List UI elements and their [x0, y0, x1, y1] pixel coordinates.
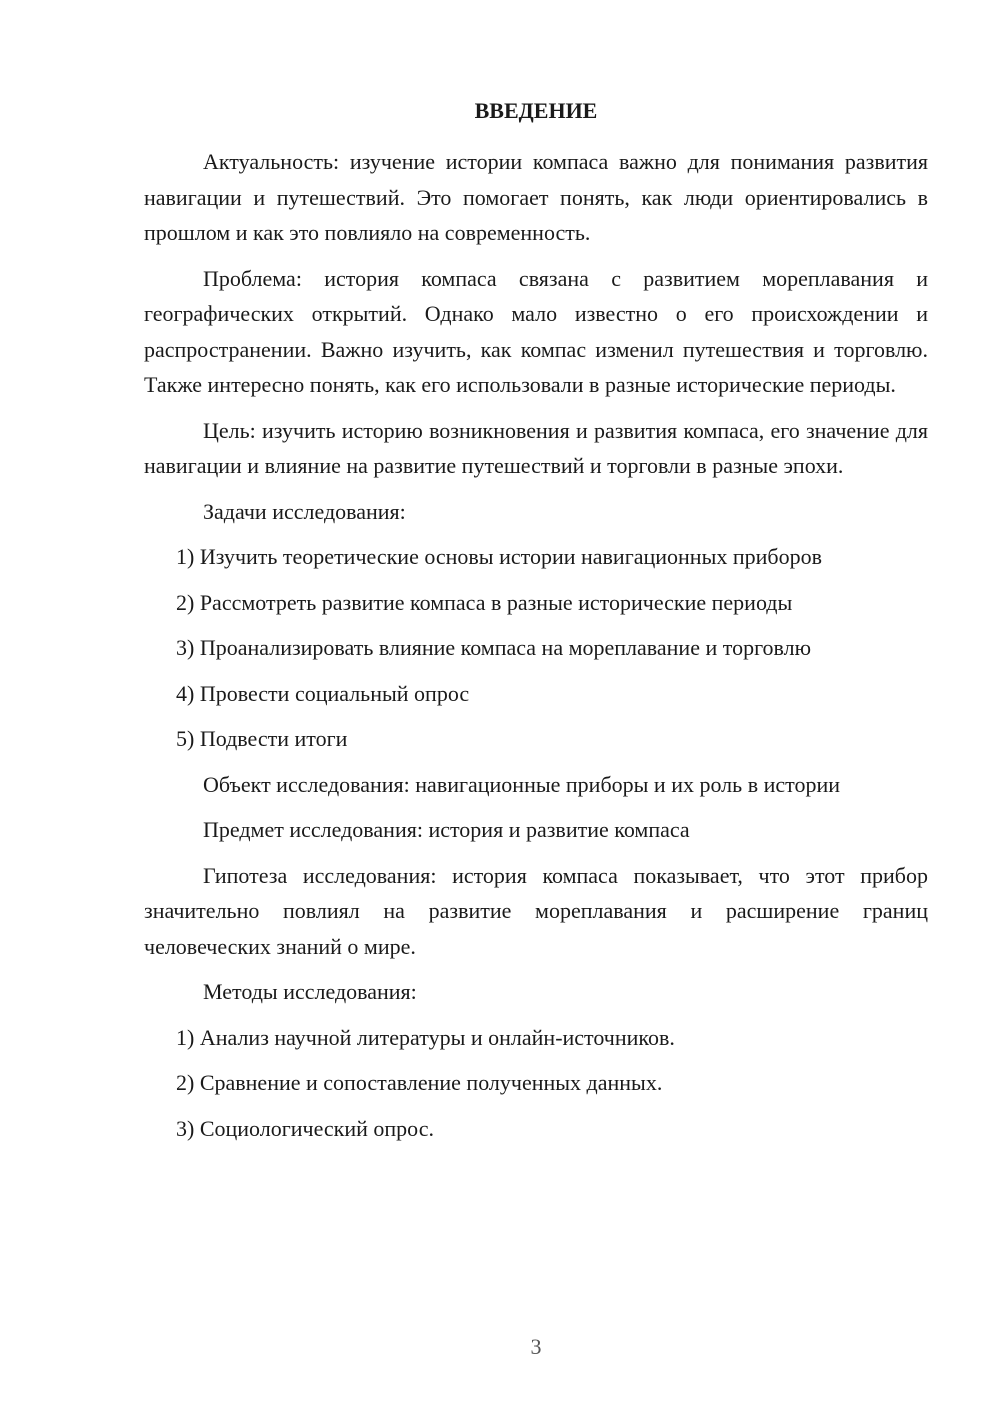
subject-paragraph: Предмет исследования: история и развитие компаса: [203, 817, 690, 842]
problem-paragraph: Проблема: история компаса связана с развитием мореплавания и географических открытий. Однако мало известно о его происхождении и распространении. Важно изучить, как компас изменил путешествия и торговлю. Также интересно понять, как его использовали в разные исторические периоды.: [144, 265, 928, 397]
list-item: 5) Подвести итоги: [176, 726, 348, 751]
page-number: 3: [530, 1334, 542, 1359]
goal-paragraph: Цель: изучить историю возникновения и развития компаса, его значение для навигации и влияние на развитие путешествий и торговли в разные эпохи.: [144, 417, 928, 478]
list-item: 1) Изучить теоретические основы истории навигационных приборов: [176, 544, 822, 569]
methods-title: Методы исследования:: [203, 979, 417, 1004]
page-heading: ВВЕДЕНИЕ: [474, 98, 598, 123]
list-item: 2) Сравнение и сопоставление полученных данных.: [176, 1070, 663, 1095]
list-item: 3) Социологический опрос.: [176, 1115, 434, 1141]
object-paragraph: Объект исследования: навигационные приборы и их роль в истории: [203, 771, 840, 797]
methods-list: [144, 1020, 928, 1147]
tasks-title: Задачи исследования:: [203, 498, 406, 524]
tasks-list: [144, 539, 928, 757]
list-item: 4) Провести социальный опрос: [176, 680, 470, 706]
list-item: 1) Анализ научной литературы и онлайн-источников.: [176, 1024, 675, 1050]
list-item: 3) Проанализировать влияние компаса на мореплавание и торговлю: [176, 635, 812, 660]
list-item: 2) Рассмотреть развитие компаса в разные исторические периоды: [176, 589, 793, 615]
hypothesis-paragraph: Гипотеза исследования: история компаса показывает, что этот прибор значительно повлиял на развитие мореплавания и расширение границ человеческих знаний о мире.: [144, 862, 928, 959]
relevance-paragraph: Актуальность: изучение истории компаса важно для понимания развития навигации и путешествий. Это помогает понять, как люди ориентировались в прошлом и как это повлияло на современность.: [144, 149, 928, 245]
document-body: [144, 144, 928, 1156]
